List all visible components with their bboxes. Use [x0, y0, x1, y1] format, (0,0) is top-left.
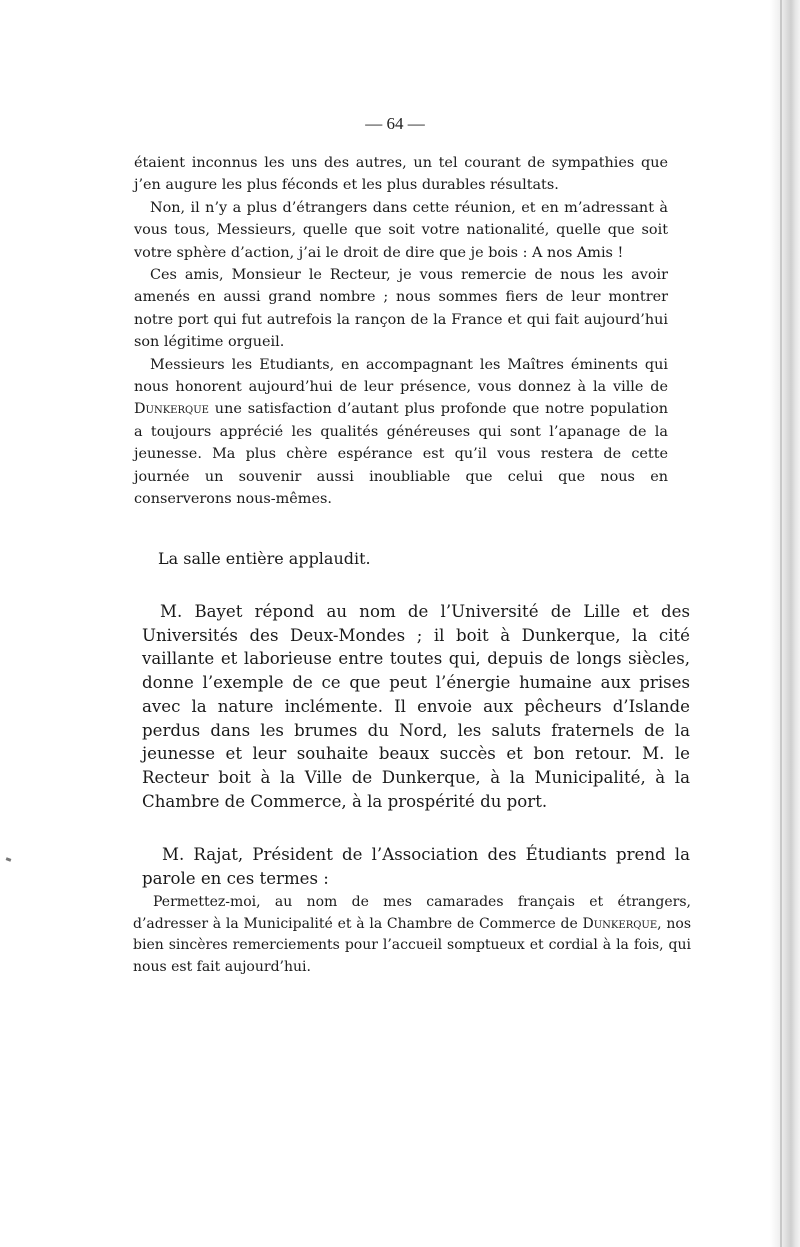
toast-speech [134, 152, 668, 511]
rajat-speech-start: Permettez-moi, au nom de mes camarades français et étrangers, d’adresser à la Municipalité et à la Chambre de Commerce de [133, 894, 691, 932]
applause-line: La salle entière applaudit. [158, 549, 371, 568]
bayet-paragraph: M. Bayet répond au nom de l’Université de Lille et des Universités des Deux-Mondes ; il boit à Dunkerque, la cité vaillante et laborieuse entre toutes qui, depuis de longs siècles, donne l’exemple de ce que peut l’énergie humaine aux prises avec la nature inclémente. Il envoie aux pêcheurs d’Islande perdus dans les brumes du Nord, les saluts fraternels de la jeunesse et leur souhaite beaux succès et bon retour. M. le Recteur boit à la Ville de Dunkerque, à la Municipalité, à la Chambre de Commerce, à la prospérité du port. [142, 602, 690, 811]
city-name: Dunkerque [134, 401, 209, 418]
city-name: Dunkerque [582, 915, 658, 932]
rajat-paragraph: M. Rajat, Président de l’Association des Étudiants prend la parole en ces termes : [142, 845, 690, 888]
speech-paragraph-4 [134, 354, 668, 511]
speech-paragraph-4-end: une satisfaction d’autant plus profonde que notre population a toujours apprécié les qualités généreuses qui sont l’apanage de la jeunesse. Ma plus chère espérance est qu’il vous restera de cette journée un souvenir aussi inoubliable que celui que nous en conserverons nous-mêmes. [134, 401, 668, 508]
scan-edge-line [780, 0, 782, 1247]
rajat-speech [133, 892, 691, 978]
margin-mark [6, 857, 12, 862]
speech-paragraph-4-start: Messieurs les Etudiants, en accompagnant les Maîtres éminents qui nous honorent aujourd’hui de leur présence, vous donnez à la ville de [134, 356, 668, 396]
rajat-speech-end: , nos bien sincères remerciements pour l’accueil somptueux et cordial à la fois, qui nous est fait aujourd’hui. [133, 915, 692, 975]
page-number: — 64 — [365, 114, 425, 133]
speech-paragraph-2: Non, il n’y a plus d’étrangers dans cette réunion, et en m’adressant à vous tous, Messieurs, quelle que soit votre nationalité, quelle que soit votre sphère d’action, j’ai le droit de dire que je bois : A nos Amis ! [134, 199, 668, 261]
speech-paragraph-1: étaient inconnus les uns des autres, un tel courant de sympathies que j’en augure les plus féconds et les plus durables résultats. [134, 155, 668, 194]
speech-paragraph-3: Ces amis, Monsieur le Recteur, je vous remercie de nous les avoir amenés en aussi grand nombre ; nous sommes fiers de leur montrer notre port qui fut autrefois la rançon de la France et qui fait aujourd’hui son légitime orgueil. [134, 267, 668, 351]
scan-page-edge [770, 0, 800, 1247]
